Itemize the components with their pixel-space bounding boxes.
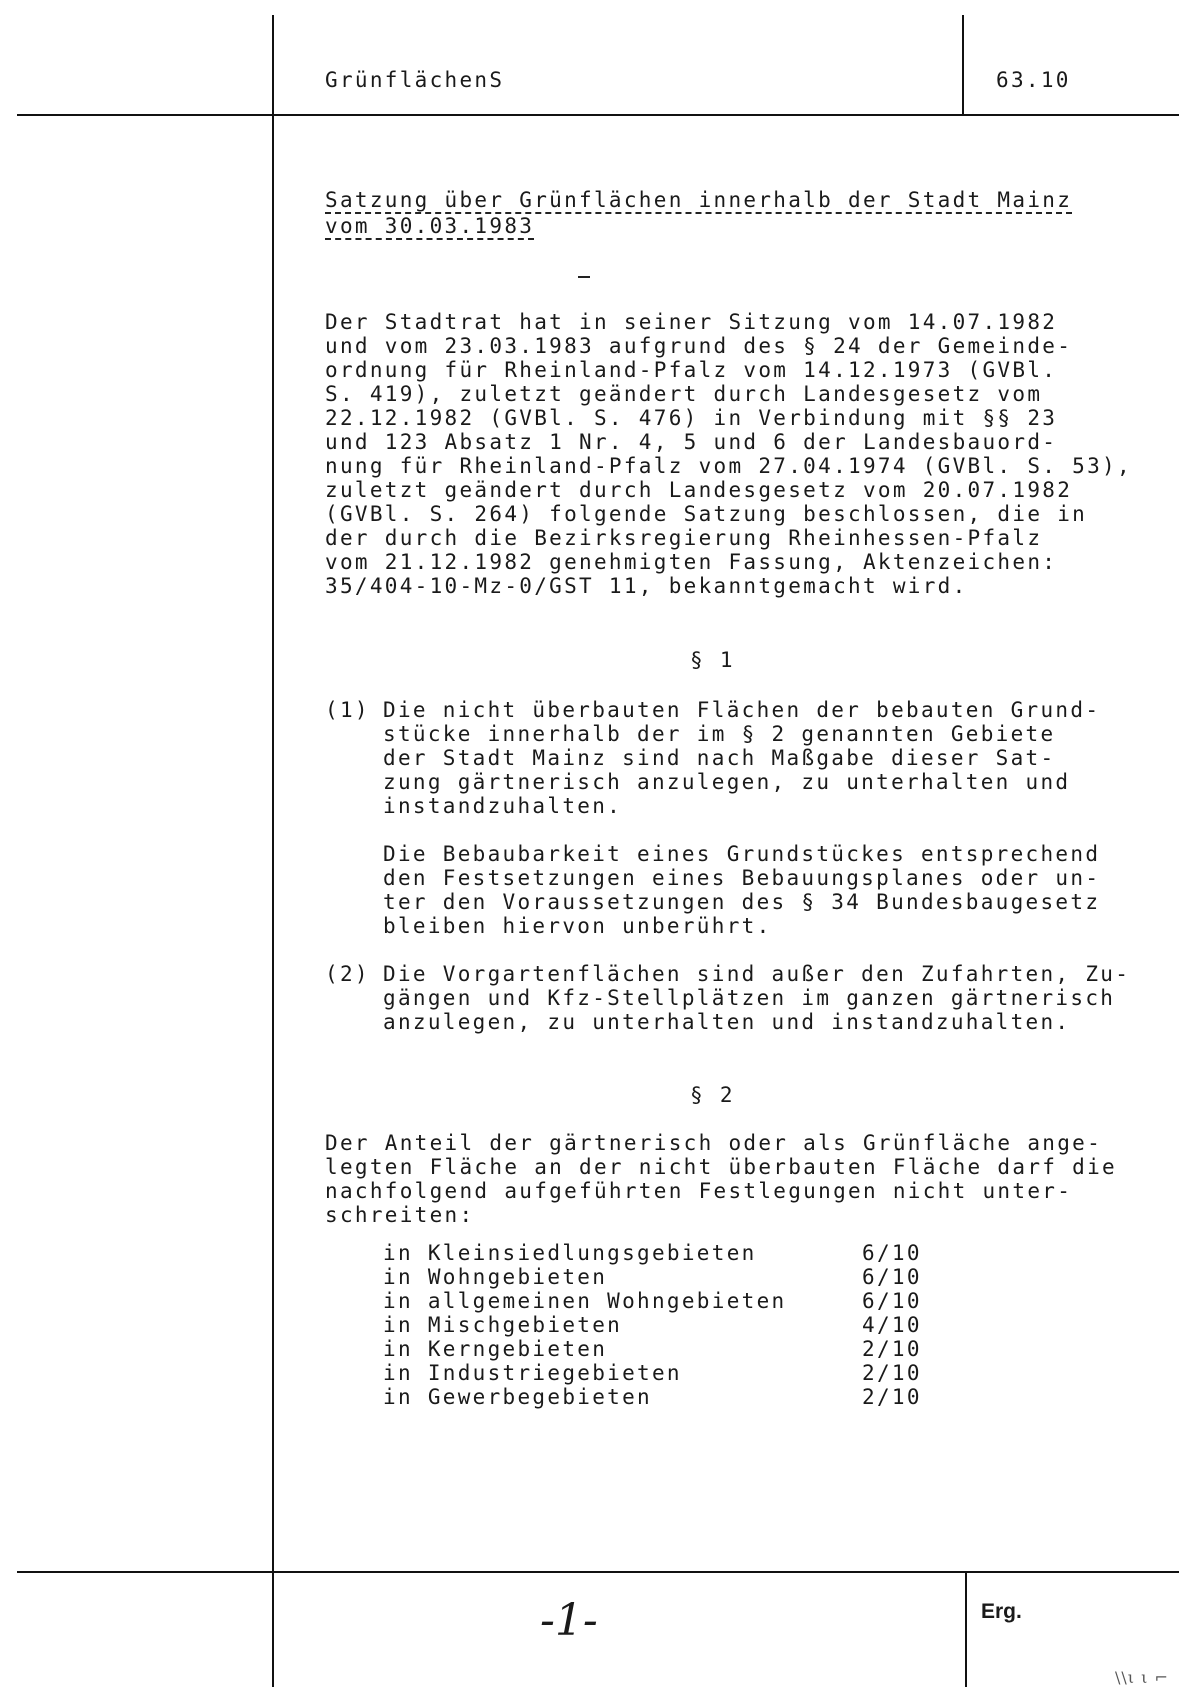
- area-ratio-table: [383, 1241, 922, 1409]
- preamble-text: Der Stadtrat hat in seiner Sitzung vom 14.07.1982 und vom 23.03.1983 aufgrund des § 24 der Gemeinde- ordnung für Rheinland-Pfalz vom 14.12.1973 (GVBl. S. 419), zuletzt geändert durch Landesgesetz vom 22.12.1982 (GVBl. S. 476) in Verbindung mit §§ 23 und 123 Absatz 1 Nr. 4, 5 und 6 der Landesbauord- nung für Rheinland-Pfalz vom 27.04.1974 (GVBl. S. 53), zuletzt geändert durch Landesgesetz vom 20.07.1982 (GVBl. S. 264) folgende Satzung beschlossen, die in der durch die Bezirksregierung Rheinhessen-Pfalz vom 21.12.1982 genehmigten Fassung, Aktenzeichen: 35/404-10-Mz-0/GST 11, bekanntgemacht wird.: [325, 310, 1132, 598]
- area-row: [383, 1385, 922, 1409]
- section-1-para-1-text: Die nicht überbauten Flächen der bebauten Grund- stücke innerhalb der im § 2 genannten Gebiete der Stadt Mainz sind nach Maßgabe dieser Sat- zung gärtnerisch anzulegen, zu unterhalten und instandzuhalten.: [383, 698, 1101, 818]
- section-1-para-2-text: Die Vorgartenflächen sind außer den Zufahrten, Zu- gängen und Kfz-Stellplätzen im ganzen gärtnerisch anzulegen, zu unterhalten und instandzuhalten.: [383, 962, 1131, 1034]
- footer-handwritten-mark: \\ι ι ⌐: [1115, 1668, 1169, 1687]
- section-1-para-1-number: (1): [325, 698, 370, 722]
- area-value: 4/10: [862, 1313, 922, 1337]
- area-value: 6/10: [862, 1289, 922, 1313]
- area-label: in allgemeinen Wohngebieten: [383, 1289, 787, 1313]
- area-value: 2/10: [862, 1385, 922, 1409]
- area-label: in Industriegebieten: [383, 1361, 682, 1385]
- area-label: in Kleinsiedlungsgebieten: [383, 1241, 757, 1265]
- left-margin-rule: [272, 15, 274, 1687]
- footer-erg-label: Erg.: [981, 1600, 1022, 1623]
- section-1-heading: § 1: [690, 648, 735, 672]
- footer-page-number: -1-: [540, 1595, 598, 1646]
- area-value: 2/10: [862, 1337, 922, 1361]
- section-2-intro: Der Anteil der gärtnerisch oder als Grünfläche ange- legten Fläche an der nicht überbauten Fläche darf die nachfolgend aufgeführten Festlegungen nicht unter- schreiten:: [325, 1131, 1117, 1227]
- header-rule: [17, 114, 1179, 116]
- header-number: 63.10: [996, 68, 1071, 92]
- area-label: in Kerngebieten: [383, 1337, 608, 1361]
- area-row: [383, 1313, 922, 1337]
- area-row: [383, 1361, 922, 1385]
- section-2-heading: § 2: [690, 1083, 735, 1107]
- area-label: in Wohngebieten: [383, 1265, 608, 1289]
- document-title-line1: Satzung über Grünflächen innerhalb der Stadt Mainz: [325, 188, 1073, 212]
- header-title: GrünflächenS: [325, 68, 505, 92]
- separator-dash: [578, 276, 590, 278]
- area-value: 2/10: [862, 1361, 922, 1385]
- section-1-para-2-number: (2): [325, 962, 370, 986]
- area-value: 6/10: [862, 1265, 922, 1289]
- footer-rule: [17, 1571, 1179, 1573]
- area-row: [383, 1241, 922, 1265]
- area-value: 6/10: [862, 1241, 922, 1265]
- header-number-divider: [962, 15, 964, 115]
- area-row: [383, 1265, 922, 1289]
- area-row: [383, 1289, 922, 1313]
- document-title: [325, 188, 1072, 240]
- footer-erg-divider: [965, 1571, 967, 1687]
- area-label: in Mischgebieten: [383, 1313, 623, 1337]
- document-title-line2: vom 30.03.1983: [325, 214, 535, 238]
- section-1-para-1-text-2: Die Bebaubarkeit eines Grundstückes entsprechend den Festsetzungen eines Bebauungsplanes oder un- ter den Voraussetzungen des § 34 Bundesbaugesetz bleiben hiervon unberührt.: [383, 842, 1101, 938]
- area-row: [383, 1337, 922, 1361]
- area-label: in Gewerbegebieten: [383, 1385, 652, 1409]
